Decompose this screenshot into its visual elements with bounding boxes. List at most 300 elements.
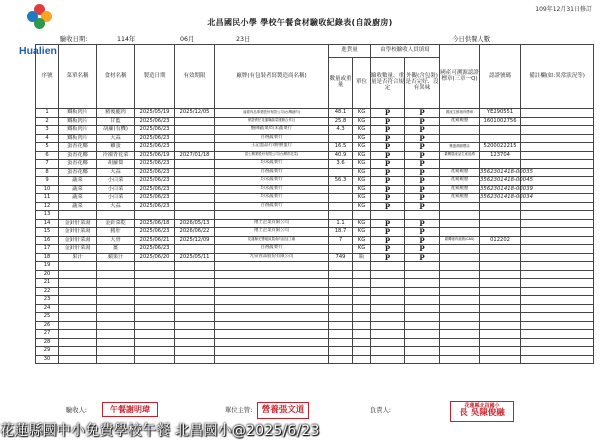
row-check-qty: P [371,219,405,228]
col-check-appearance: 外觀(含包裝)是否完好、沒有異味 [405,58,440,109]
row-remark [521,151,594,160]
table-row [36,134,594,143]
row-seq: 9 [36,177,59,186]
row-cert-no [480,253,521,262]
row-ingredient: 大骨 [97,236,135,245]
row-mfg-date: 2025/06/23 [135,245,175,254]
row-cert: 雞蛋溯源標誌 [440,143,480,152]
row-mfg-date: 2025/05/19 [135,109,175,118]
row-cert [440,202,480,211]
row-check-appearance [405,330,440,339]
row-category: 蛋香花椰 [59,160,97,169]
row-exp-date: 2025/05/11 [175,253,215,262]
row-mfg-date: 2025/06/20 [135,253,175,262]
row-check-qty: P [371,151,405,160]
row-cert-no [480,321,521,330]
row-remark [521,219,594,228]
row-category [59,321,97,330]
row-unit [353,262,371,271]
row-check-appearance [405,279,440,288]
row-cert-no [480,287,521,296]
row-cert-no [480,219,521,228]
row-ingredient: 蘋果汁 [97,253,135,262]
row-mfg-date [135,330,175,339]
row-qty: 40.9 [329,151,353,160]
row-unit: KG [353,219,371,228]
inspection-date-label: 驗收日期: [60,36,88,43]
row-unit: KG [353,126,371,135]
row-check-appearance: P [405,253,440,262]
row-cert: 產銷履歷 [440,177,480,186]
row-qty: 18.7 [329,228,353,237]
row-remark [521,160,594,169]
row-unit: 瓶 [353,253,371,262]
table-row [36,262,594,271]
row-unit: KG [353,245,371,254]
row-cert [440,134,480,143]
inspector-stamp: 午餐謝明瑋 [102,402,158,417]
row-mfg-date [135,313,175,322]
row-supplier: 百禧蔬菜行 [215,245,329,254]
row-exp-date: 2025/12/05 [175,109,215,118]
row-check-qty: P [371,185,405,194]
row-check-qty [371,330,405,339]
unit-head-stamp: 營養張文道 [257,402,309,419]
row-check-appearance [405,270,440,279]
row-exp-date [175,211,215,220]
row-exp-date [175,262,215,271]
row-cert-no: 3562301418-00035 [480,168,534,175]
row-check-appearance: P [405,177,440,186]
row-category [59,313,97,322]
row-seq: 22 [36,287,59,296]
row-ingredient [97,321,135,330]
row-cert-no: 123704 [480,151,521,160]
logo-text: Hualien [19,45,57,57]
row-seq: 23 [36,296,59,305]
row-mfg-date [135,287,175,296]
row-unit [353,270,371,279]
row-seq: 18 [36,253,59,262]
row-ingredient [97,296,135,305]
row-exp-date [175,245,215,254]
row-remark [521,338,594,347]
row-ingredient: 小白菜 [97,177,135,186]
row-check-qty: P [371,126,405,135]
row-exp-date [175,143,215,152]
row-supplier: 百禧蔬菜行 [215,134,329,143]
table-row [36,160,594,169]
row-ingredient: 豬後腿肉 [97,109,135,118]
col-exp-date: 有效期限 [175,45,215,109]
row-unit [353,338,371,347]
row-exp-date [175,117,215,126]
col-category: 菜單名稱 [59,45,97,109]
row-check-qty [371,211,405,220]
row-category [59,347,97,356]
row-category [59,338,97,347]
row-exp-date [175,279,215,288]
row-qty: 25.8 [329,117,353,126]
row-cert-no [480,270,521,279]
row-ingredient [97,338,135,347]
table-row [36,219,594,228]
row-check-qty: P [371,228,405,237]
row-check-qty [371,296,405,305]
row-seq: 30 [36,355,59,364]
row-mfg-date [135,262,175,271]
row-check-appearance [405,211,440,220]
row-seq: 24 [36,304,59,313]
owner-label: 負責人: [370,407,392,414]
row-cert-no [480,160,521,169]
row-seq: 11 [36,194,59,203]
row-category: 蔬菜 [59,194,97,203]
table-row [36,296,594,305]
col-seq: 序號 [36,45,59,109]
row-qty: 7 [329,236,353,245]
row-check-qty: P [371,194,405,203]
row-seq: 8 [36,168,59,177]
row-unit: KG [353,194,371,203]
row-supplier: 光泉食品股份有限公司 [215,253,329,262]
row-cert [440,245,480,254]
row-cert-no [480,347,521,356]
table-row [36,287,594,296]
row-supplier [215,313,329,322]
row-mfg-date: 2025/06/23 [135,194,175,203]
row-category: 鐵板肉片 [59,109,97,118]
col-cert-no: 認證號碼 [480,45,521,109]
unit-head-label: 單位主管: [225,407,253,414]
row-seq: 20 [36,270,59,279]
row-unit [353,321,371,330]
row-remark [521,270,594,279]
row-cert [440,126,480,135]
row-qty [329,321,353,330]
row-cert [440,296,480,305]
row-remark [521,109,594,118]
row-exp-date [175,304,215,313]
table-row [36,211,594,220]
row-seq: 10 [36,185,59,194]
row-seq: 17 [36,245,59,254]
row-cert: 產銷履歷 [440,194,480,203]
row-seq: 16 [36,236,59,245]
row-category: 鐵板肉片 [59,117,97,126]
row-seq: 15 [36,228,59,237]
row-cert-no: 3562301418-00034 [480,194,534,201]
row-supplier: 富士興業股份有限公司(台灣青花菜) [215,151,329,160]
row-seq: 29 [36,347,59,356]
row-supplier [215,296,329,305]
row-cert [440,211,480,220]
row-remark [521,296,594,305]
row-exp-date [175,185,215,194]
row-supplier [215,330,329,339]
row-cert-no [480,296,521,305]
row-seq: 13 [36,211,59,220]
row-mfg-date: 2025/06/23 [135,202,175,211]
row-qty [329,296,353,305]
row-qty: 56.3 [329,177,353,186]
row-unit: KG [353,109,371,118]
table-row [36,347,594,356]
row-supplier: 均禾蔬菜行 [215,185,329,194]
revision-date: 109年12月31日修訂 [535,6,592,13]
row-check-qty [371,279,405,288]
row-supplier: 翔土企業有限公司 [215,219,329,228]
row-unit: KG [353,117,371,126]
row-supplier [215,321,329,330]
row-check-appearance: P [405,202,440,211]
col-mfg-date: 製造日期 [135,45,175,109]
row-category: 蔬菜 [59,185,97,194]
row-qty [329,304,353,313]
row-remark [521,211,594,220]
row-mfg-date [135,355,175,364]
row-check-appearance: P [405,168,440,177]
row-supplier: 百禧蔬菜行 [215,202,329,211]
row-exp-date [175,296,215,305]
row-unit [353,279,371,288]
row-unit [353,296,371,305]
row-mfg-date: 2025/06/23 [135,126,175,135]
row-check-qty: P [371,143,405,152]
row-check-appearance: P [405,126,440,135]
row-ingredient [97,304,135,313]
row-cert-no [480,228,521,237]
row-unit: KG [353,160,371,169]
row-cert-no: 3562301418-00045 [480,177,534,184]
row-remark [521,134,594,143]
col-qty-group: 進貨量 [329,45,371,58]
row-check-appearance: P [405,236,440,245]
principal-stamp-name: 長 吳陳俊融 [459,407,505,418]
row-check-appearance [405,287,440,296]
table-row [36,270,594,279]
row-ingredient [97,347,135,356]
row-cert [440,228,480,237]
table-row [36,236,594,245]
row-qty [329,262,353,271]
row-check-qty: P [371,168,405,177]
row-exp-date [175,355,215,364]
row-ingredient: 小白菜 [97,185,135,194]
row-ingredient: 大蒜 [97,134,135,143]
photo-watermark: 花蓮縣國中小免費學校午餐 北昌國小@2025/6/23 [0,423,320,439]
row-seq: 28 [36,338,59,347]
row-cert [440,330,480,339]
table-row [36,143,594,152]
row-exp-date: 2026/05/13 [175,219,215,228]
row-ingredient: 小白菜 [97,194,135,203]
row-exp-date [175,321,215,330]
row-ingredient: 冷凍青花菜 [97,151,135,160]
row-mfg-date [135,347,175,356]
row-cert-no: 012202 [480,236,521,245]
row-check-qty [371,355,405,364]
row-ingredient [97,355,135,364]
row-supplier [215,262,329,271]
row-cert-no: 1601002756 [480,117,521,126]
row-category: 蔬菜 [59,177,97,186]
row-cert-no: 3562301418-00039 [480,185,534,192]
inspection-day: 23日 [236,36,251,43]
row-ingredient [97,211,135,220]
row-supplier [215,304,329,313]
row-supplier [215,338,329,347]
row-exp-date [175,270,215,279]
table-row [36,304,594,313]
row-mfg-date [135,321,175,330]
row-cert: 國產生鮮豬肉標章 [440,109,480,118]
row-check-qty: P [371,177,405,186]
row-qty [329,270,353,279]
row-exp-date [175,194,215,203]
row-cert: 產銷履歷 [440,117,480,126]
row-remark [521,279,594,288]
row-check-qty [371,338,405,347]
row-supplier: 福德肉品專業股份有限公司(台灣豬肉) [215,109,329,118]
table-row [36,313,594,322]
col-staff-group: 由學校驗收人員填寫 [371,45,440,58]
row-check-appearance [405,296,440,305]
row-seq: 19 [36,262,59,271]
row-check-appearance [405,355,440,364]
row-check-appearance [405,262,440,271]
row-check-appearance: P [405,219,440,228]
row-unit [353,330,371,339]
row-qty [329,338,353,347]
row-check-appearance: P [405,160,440,169]
row-check-appearance [405,321,440,330]
row-ingredient: 胡蘿蔔 [97,160,135,169]
row-qty [329,168,353,177]
row-exp-date: 2026/06/22 [175,228,215,237]
row-qty [329,194,353,203]
row-qty [329,185,353,194]
row-cert-no [480,211,521,220]
table-row [36,117,594,126]
col-ingredient: 食材名稱 [97,45,135,109]
row-check-appearance: P [405,185,440,194]
row-unit: KG [353,168,371,177]
table-row [36,228,594,237]
row-seq: 1 [36,109,59,118]
row-ingredient: 雞蛋 [97,143,135,152]
row-seq: 27 [36,330,59,339]
row-exp-date [175,134,215,143]
row-cert [440,279,480,288]
col-check-qty: 驗收數量、重量是否符合規定 [371,58,405,109]
row-seq: 3 [36,126,59,135]
row-seq: 6 [36,151,59,160]
row-ingredient: 胡蘿(有機) [97,126,135,135]
row-check-appearance: P [405,134,440,143]
row-cert [440,219,480,228]
row-qty: 4.3 [329,126,353,135]
row-category: 果汁 [59,253,97,262]
row-supplier: 均禾蔬菜行 [215,194,329,203]
row-supplier [215,287,329,296]
row-supplier: 均禾蔬菜行 [215,177,329,186]
row-qty [329,330,353,339]
row-unit [353,313,371,322]
table-row [36,245,594,254]
row-check-qty [371,287,405,296]
row-unit: KG [353,134,371,143]
row-remark [521,287,594,296]
table-row [36,126,594,135]
row-cert: 臺灣豬肉產銷(CAS) [440,236,480,245]
row-cert-no [480,355,521,364]
row-cert: 產銷履歷 [440,168,480,177]
row-check-appearance: P [405,109,440,118]
row-exp-date [175,330,215,339]
row-category [59,211,97,220]
row-exp-date [175,313,215,322]
row-ingredient [97,279,135,288]
row-cert-no: YE290551 [480,109,521,118]
row-check-qty [371,347,405,356]
row-check-qty [371,270,405,279]
col-cert: 國產可溯源認證標章(三章一Q) [440,45,480,109]
row-mfg-date: 2025/06/23 [135,177,175,186]
row-remark [521,117,594,126]
row-qty [329,279,353,288]
row-check-appearance: P [405,143,440,152]
row-category: 金針肝菜湯 [59,236,97,245]
row-unit [353,287,371,296]
row-remark [521,253,594,262]
row-ingredient: 甘藍 [97,117,135,126]
row-unit: KG [353,202,371,211]
row-cert [440,313,480,322]
row-category [59,304,97,313]
row-cert [440,338,480,347]
row-check-qty: P [371,109,405,118]
col-qty: 數量或重量 [329,58,353,109]
row-mfg-date: 2025/06/23 [135,134,175,143]
row-remark [521,330,594,339]
row-seq: 12 [36,202,59,211]
row-category: 鐵板肉片 [59,126,97,135]
inspection-month: 06月 [180,36,195,43]
row-category [59,330,97,339]
row-mfg-date: 2025/06/23 [135,117,175,126]
row-ingredient: 薑 [97,245,135,254]
row-exp-date [175,347,215,356]
row-check-qty [371,304,405,313]
row-category [59,287,97,296]
row-mfg-date [135,304,175,313]
row-check-qty [371,262,405,271]
row-cert: 產銷履歷 [440,185,480,194]
row-mfg-date [135,279,175,288]
row-mfg-date: 2025/06/21 [135,236,175,245]
row-cert-no [480,304,521,313]
row-unit: KG [353,177,371,186]
row-mfg-date: 2025/06/23 [135,168,175,177]
row-mfg-date: 2025/06/23 [135,185,175,194]
row-remark [521,347,594,356]
row-cert-no [480,134,521,143]
row-exp-date [175,160,215,169]
row-check-appearance: P [405,228,440,237]
row-ingredient [97,287,135,296]
row-check-appearance: P [405,117,440,126]
